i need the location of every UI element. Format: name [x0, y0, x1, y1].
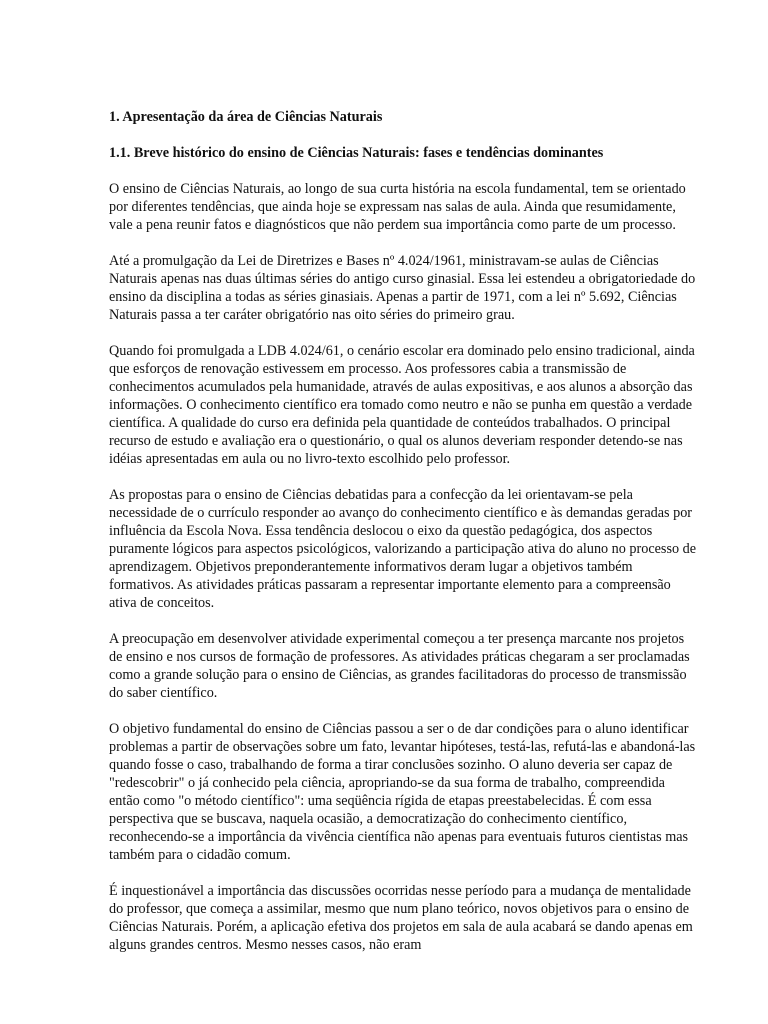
- paragraph-5: A preocupação em desenvolver atividade experimental começou a ter presença marcante nos projetos de ensino e nos cursos de formação de professores. As atividades práticas chegaram a ser proclamadas como a grande solução para o ensino de Ciências, as grandes facilitadoras do processo de transmissão do saber científico.: [109, 631, 690, 701]
- paragraph-2: Até a promulgação da Lei de Diretrizes e Bases nº 4.024/1961, ministravam-se aulas de Ciências Naturais apenas nas duas últimas séries do antigo curso ginasial. Essa lei estendeu a obrigatoriedade do ensino da disciplina a todas as séries ginasiais. Apenas a partir de 1971, com a lei nº 5.692, Ciências Naturais passa a ter caráter obrigatório nas oito séries do primeiro grau.: [109, 253, 696, 323]
- paragraph-1: O ensino de Ciências Naturais, ao longo de sua curta história na escola fundamental, tem se orientado por diferentes tendências, que ainda hoje se expressam nas salas de aula. Ainda que resumidamente, vale a pena reunir fatos e diagnósticos que não perdem sua importância como parte de um processo.: [109, 181, 686, 233]
- paragraph-6: O objetivo fundamental do ensino de Ciências passou a ser o de dar condições para o aluno identificar problemas a partir de observações sobre um fato, levantar hipóteses, testá-las, refutá-las e abandoná-las quando fosse o caso, trabalhando de forma a tirar conclusões sozinho. O aluno deveria ser capaz de "redescobrir" o já conhecido pela ciência, apropriando-se da sua forma de trabalho, compreendida então como "o método científico": uma seqüência rígida de etapas preestabelecidas. É com essa perspectiva que se buscava, naquela ocasião, a democratização do conhecimento científico, reconhecendo-se a importância da vivência científica não apenas para eventuais futuros cientistas mas também para o cidadão comum.: [109, 721, 696, 863]
- paragraph-7: É inquestionável a importância das discussões ocorridas nesse período para a mudança de mentalidade do professor, que começa a assimilar, mesmo que num plano teórico, novos objetivos para o ensino de Ciências Naturais. Porém, a aplicação efetiva dos projetos em sala de aula acabará se dando apenas em alguns grandes centros. Mesmo nesses casos, não eram: [109, 883, 693, 953]
- subsection-heading: 1.1. Breve histórico do ensino de Ciências Naturais: fases e tendências dominantes: [109, 145, 604, 161]
- document-page: [109, 108, 699, 972]
- paragraph-3: Quando foi promulgada a LDB 4.024/61, o cenário escolar era dominado pelo ensino tradicional, ainda que esforços de renovação estivessem em processo. Aos professores cabia a transmissão de conhecimentos acumulados pela humanidade, através de aulas expositivas, e aos alunos a absorção das informações. O conhecimento científico era tomado como neutro e não se punha em questão a verdade científica. A qualidade do curso era definida pela quantidade de conteúdos trabalhados. O principal recurso de estudo e avaliação era o questionário, o qual os alunos deveriam responder detendo-se nas idéias apresentadas em aula ou no livro-texto escolhido pelo professor.: [109, 343, 695, 467]
- section-heading: 1. Apresentação da área de Ciências Naturais: [109, 109, 383, 125]
- paragraph-4: As propostas para o ensino de Ciências debatidas para a confecção da lei orientavam-se pela necessidade de o currículo responder ao avanço do conhecimento científico e às demandas geradas por influência da Escola Nova. Essa tendência deslocou o eixo da questão pedagógica, dos aspectos puramente lógicos para aspectos psicológicos, valorizando a participação ativa do aluno no processo de aprendizagem. Objetivos preponderantemente informativos deram lugar a objetivos também formativos. As atividades práticas passaram a representar importante elemento para a compreensão ativa de conceitos.: [109, 487, 697, 611]
